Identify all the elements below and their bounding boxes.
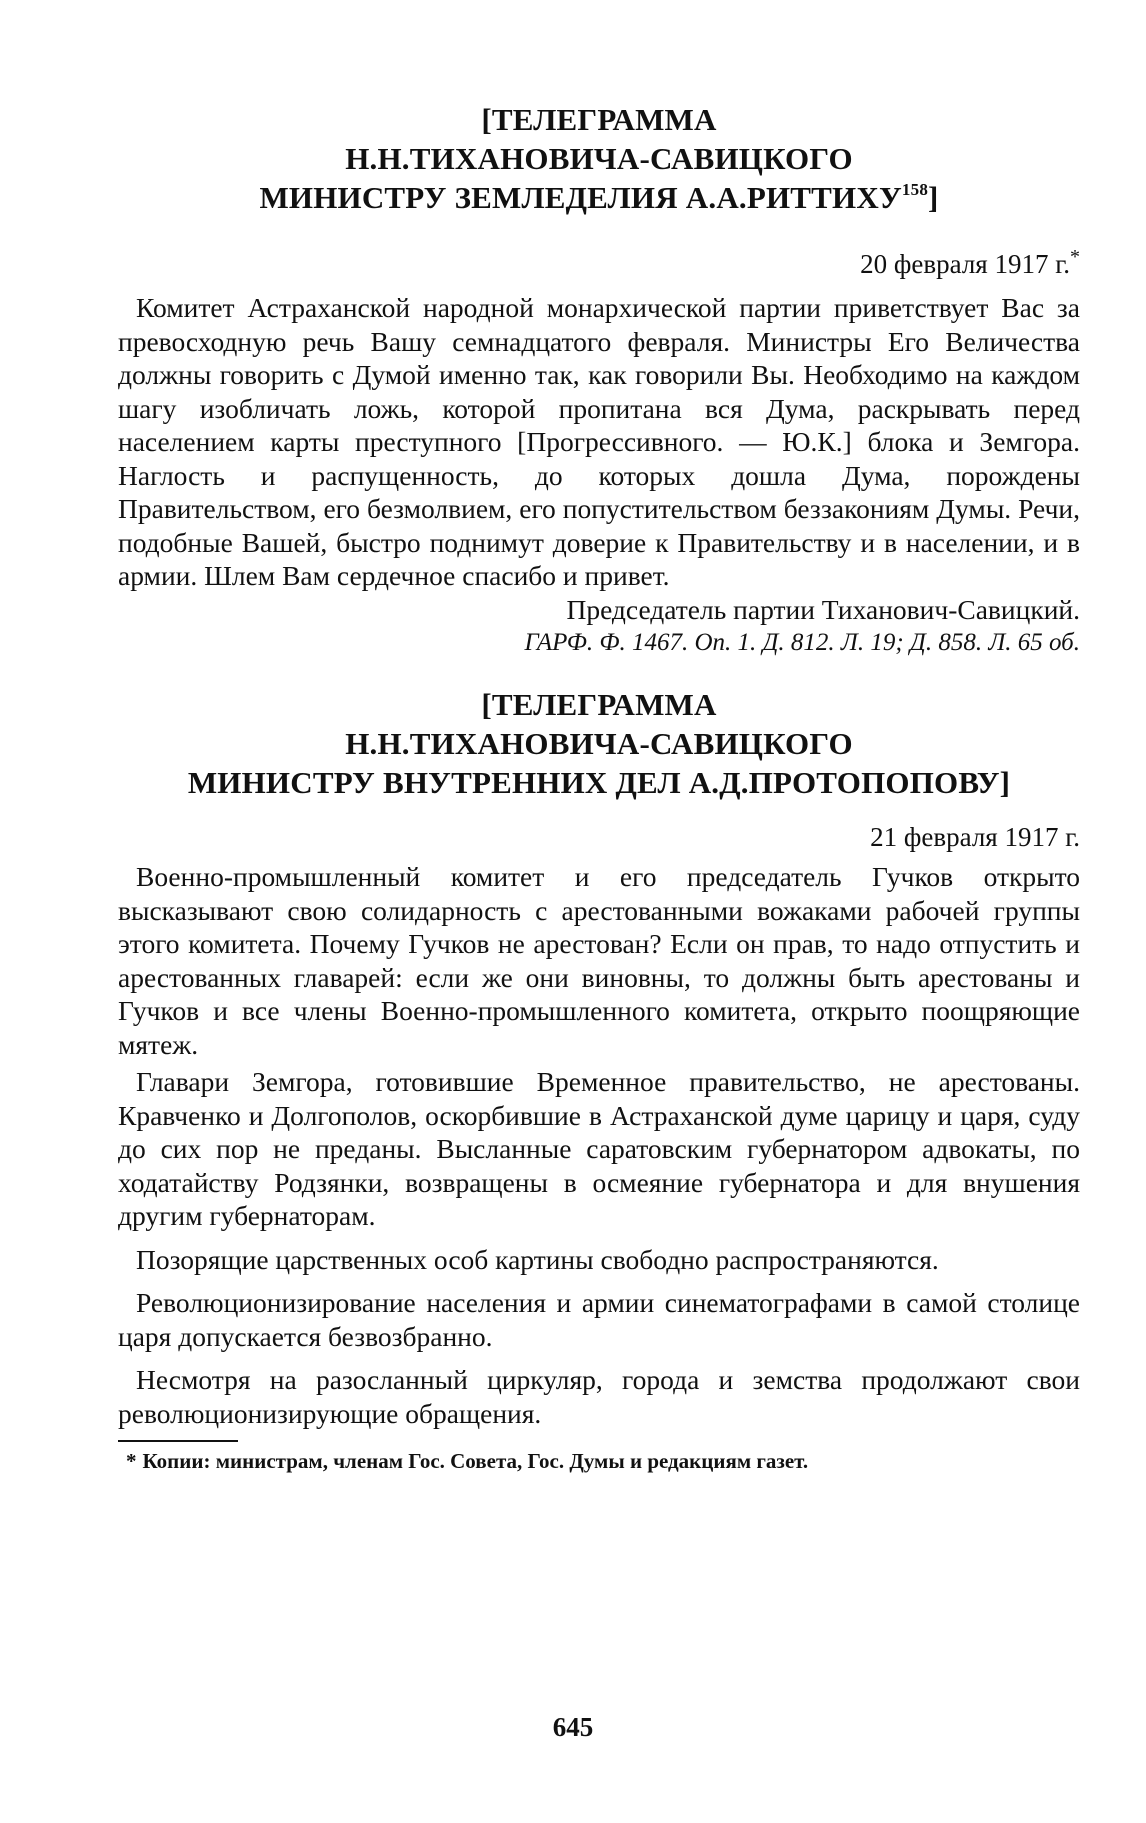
paragraph: Позорящие царственных особ картины свободно распространяются. [136, 1243, 939, 1275]
paragraph: Комитет Астраханской народной монархической партии приветствует Вас за превосходную речь Вашу семнадцатого февраля. Министры Его Величества должны говорить с Думой именно так, как говорили Вы. Необходимо на каждом шагу изобличать ложь, которой пропитана вся Дума, раскрывать перед населением карты преступного [Прогрессивного. — Ю.К.] блока и Земгора. Наглость и распущенность, до которых дошла Дума, порождены Правительством, его безмолвием, его попустительством беззакониям Думы. Речи, подобные Вашей, быстро поднимут доверие к Правительству и в населении, и в армии. Шлем Вам сердечное спасибо и привет. [118, 292, 1080, 591]
paragraph: Военно-промышленный комитет и его председатель Гучков открыто высказывают свою солидарность с арестованными вожаками рабочей группы этого комитета. Почему Гучков не арестован? Если он прав, то надо отпустить и арестованных главарей: если же они виновны, то должны быть арестованы и Гучков и все члены Военно-промышленного комитета, открыто поощряющие мятеж. [118, 861, 1080, 1060]
paragraph: Несмотря на разосланный циркуляр, города и земства продолжают свои революционизирующие обращения. [118, 1364, 1080, 1429]
telegram-1-signature: Председатель партии Тиханович-Савицкий. [566, 593, 1080, 625]
telegram-1-title [118, 100, 1080, 217]
telegram-1 [118, 100, 1080, 659]
telegram-1-date: 20 февраля 1917 г.* [860, 246, 1080, 279]
footnote-mark: * [126, 1449, 137, 1473]
title-line: МИНИСТРУ ЗЕМЛЕДЕЛИЯ А.А.РИТТИХУ$^{158}$] [259, 180, 939, 215]
paragraph: Главари Земгора, готовившие Временное правительство, не арестованы. Кравченко и Долгополов, оскорбившие в Астраханской думе царицу и царя, суду до сих пор не преданы. Высланные саратовским губернатором адвокаты, по ходатайству Родзянки, возвращены в осмеяние губернатора и для внушения другим губернаторам. [118, 1066, 1080, 1231]
title-line: Н.Н.ТИХАНОВИЧА-САВИЦКОГО [345, 726, 853, 761]
footnote [118, 1446, 1080, 1476]
title-line: [ТЕЛЕГРАММА [481, 102, 717, 137]
document-page [118, 100, 1080, 1476]
footnote-text: Копии: министрам, членам Гос. Совета, Гос. Думы и редакциям газет. [142, 1449, 809, 1473]
telegram-1-source: ГАРФ. Ф. 1467. Оп. 1. Д. 812. Л. 19; Д. 858. Л. 65 об. [524, 629, 1080, 656]
telegram-2 [118, 685, 1080, 1430]
page-number: 645 [552, 1712, 594, 1742]
telegram-1-body [118, 291, 1080, 593]
title-line: МИНИСТРУ ВНУТРЕННИХ ДЕЛ А.Д.ПРОТОПОПОВУ] [187, 765, 1011, 800]
title-line: [ТЕЛЕГРАММА [481, 687, 717, 722]
date-footnote-mark: * [1070, 246, 1080, 268]
paragraph: Революционизирование населения и армии синематографами в самой столице царя допускается безвозбранно. [118, 1287, 1080, 1352]
telegram-2-title [118, 685, 1080, 802]
telegram-2-date: 21 февраля 1917 г. [870, 822, 1080, 852]
footnote-divider [118, 1440, 238, 1442]
title-line: Н.Н.ТИХАНОВИЧА-САВИЦКОГО [345, 141, 853, 176]
telegram-2-body [118, 860, 1080, 1430]
footnote-ref: 158 [901, 180, 929, 199]
